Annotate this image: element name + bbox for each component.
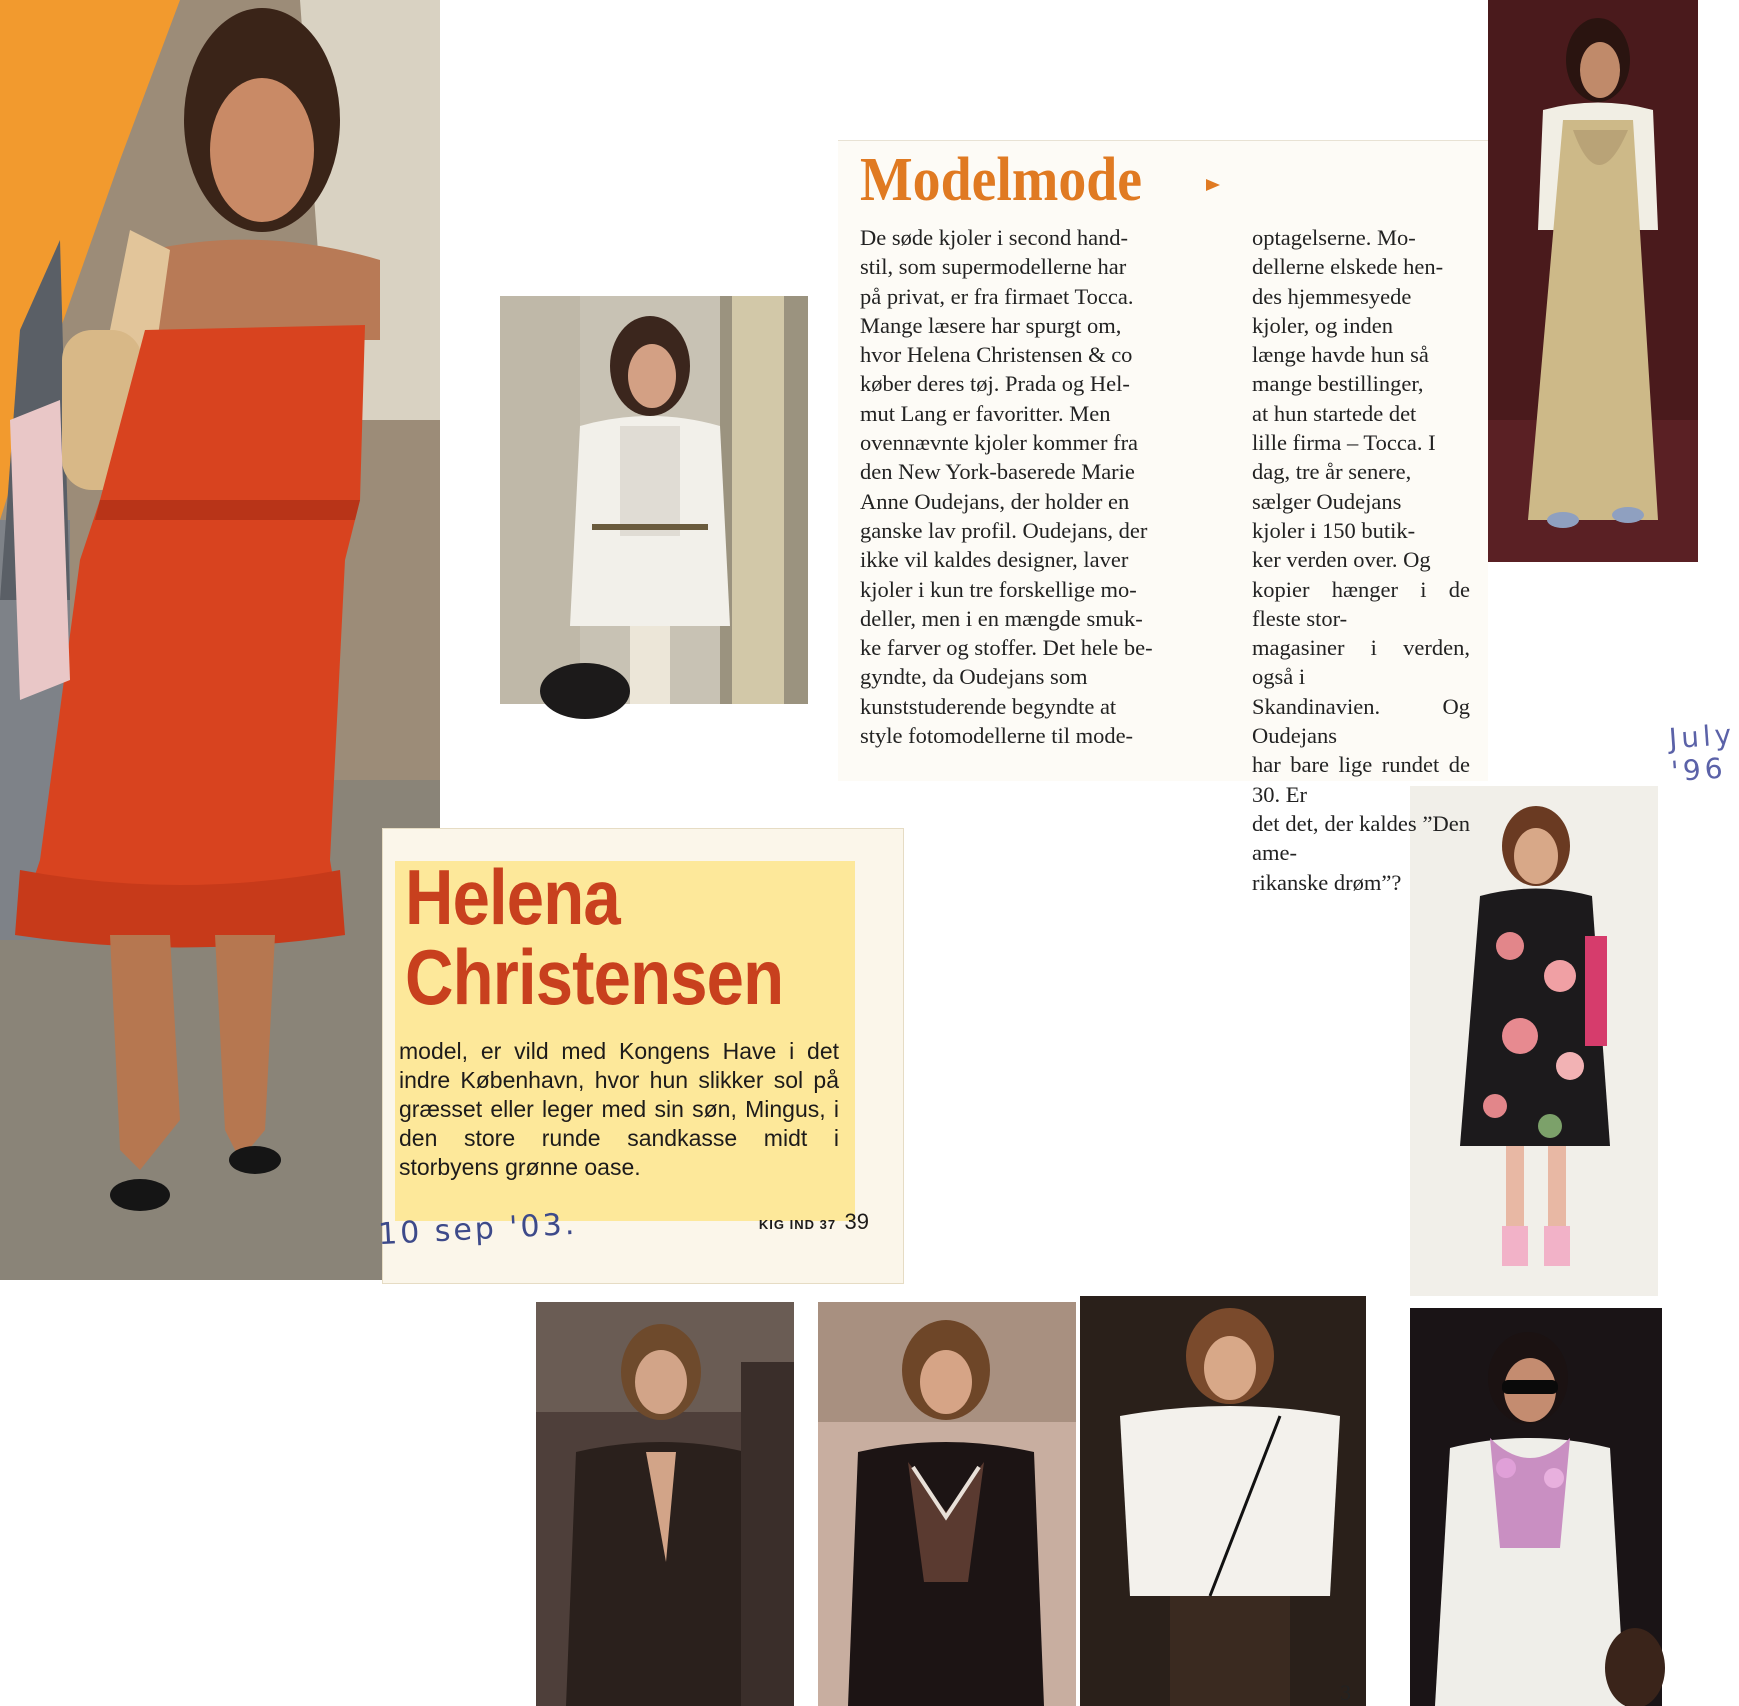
caption-footer xyxy=(759,1209,869,1235)
brown-suit-photo xyxy=(536,1302,794,1706)
gold-dress-photo xyxy=(1488,0,1698,562)
sunglasses-runway-photo xyxy=(1410,1308,1662,1706)
arrow-right-icon xyxy=(1206,179,1220,191)
article-title: Modelmode xyxy=(860,146,1143,214)
red-dress-clipping xyxy=(0,0,440,1280)
white-blouse-photo xyxy=(1080,1296,1366,1706)
article-column-1: De søde kjoler i second hand- stil, som supermodellerne har på privat, er fra firmaet Tocca. Mange læsere har spurgt om, hvor Helena Christensen & co køber deres tøj. Prada og Hel- mut Lang er favoritter. Men ovennævnte kjoler kommer fra den New York-baserede Marie Anne Oudejans, der holder en ganske lav profil. Oudejans, der ikke vil kaldes designer, laver kjoler i kun tre forskellige mo- deller, men i en mængde smuk- ke farver og stoffer. Det hele be- gyndte, da Oudejans som kunststuderende begyndte at style fotomodellerne til mode- xyxy=(860,225,1153,749)
modelmode-article xyxy=(838,140,1488,895)
caption-title xyxy=(405,853,784,1021)
caption-page-number: 39 xyxy=(844,1209,869,1234)
handwritten-date-2003: 10 sep '03. xyxy=(377,1206,579,1253)
bottom-page-number: 3 xyxy=(1340,1680,1351,1705)
red-dress-photo xyxy=(0,0,440,1280)
white-suit-runway-photo xyxy=(500,296,808,704)
caption-title-line-2: Christensen xyxy=(405,933,784,1021)
article-column-2: optagelserne. Mo- dellerne elskede hen- des hjemmesyede kjoler, og inden længe havde hun så mange bestillinger, at hun startede det lille firma – Tocca. I dag, tre år senere, sælger Oudejans kjoler i 150 butik- ker verden over. Og kopier hænger i de fleste stor- magasiner i verden, også i Skandinavien. Og Oudejans har bare lige rundet de 30. Er det det, der kaldes ”Den ame- rikanske drøm”? xyxy=(1252,225,1470,895)
caption-text: model, er vild med Kongens Have i det indre København, hvor hun slikker sol på græsset eller leger med sin søn, Mingus, i den store runde sandkasse midt i storbyens grønne oase. xyxy=(399,1038,839,1180)
sheer-top-photo xyxy=(818,1302,1076,1706)
caption-title-line-1: Helena xyxy=(405,853,620,941)
magazine-name: KIG IND 37 xyxy=(758,1217,837,1232)
handwritten-date-1996: July '96 xyxy=(1667,717,1737,789)
